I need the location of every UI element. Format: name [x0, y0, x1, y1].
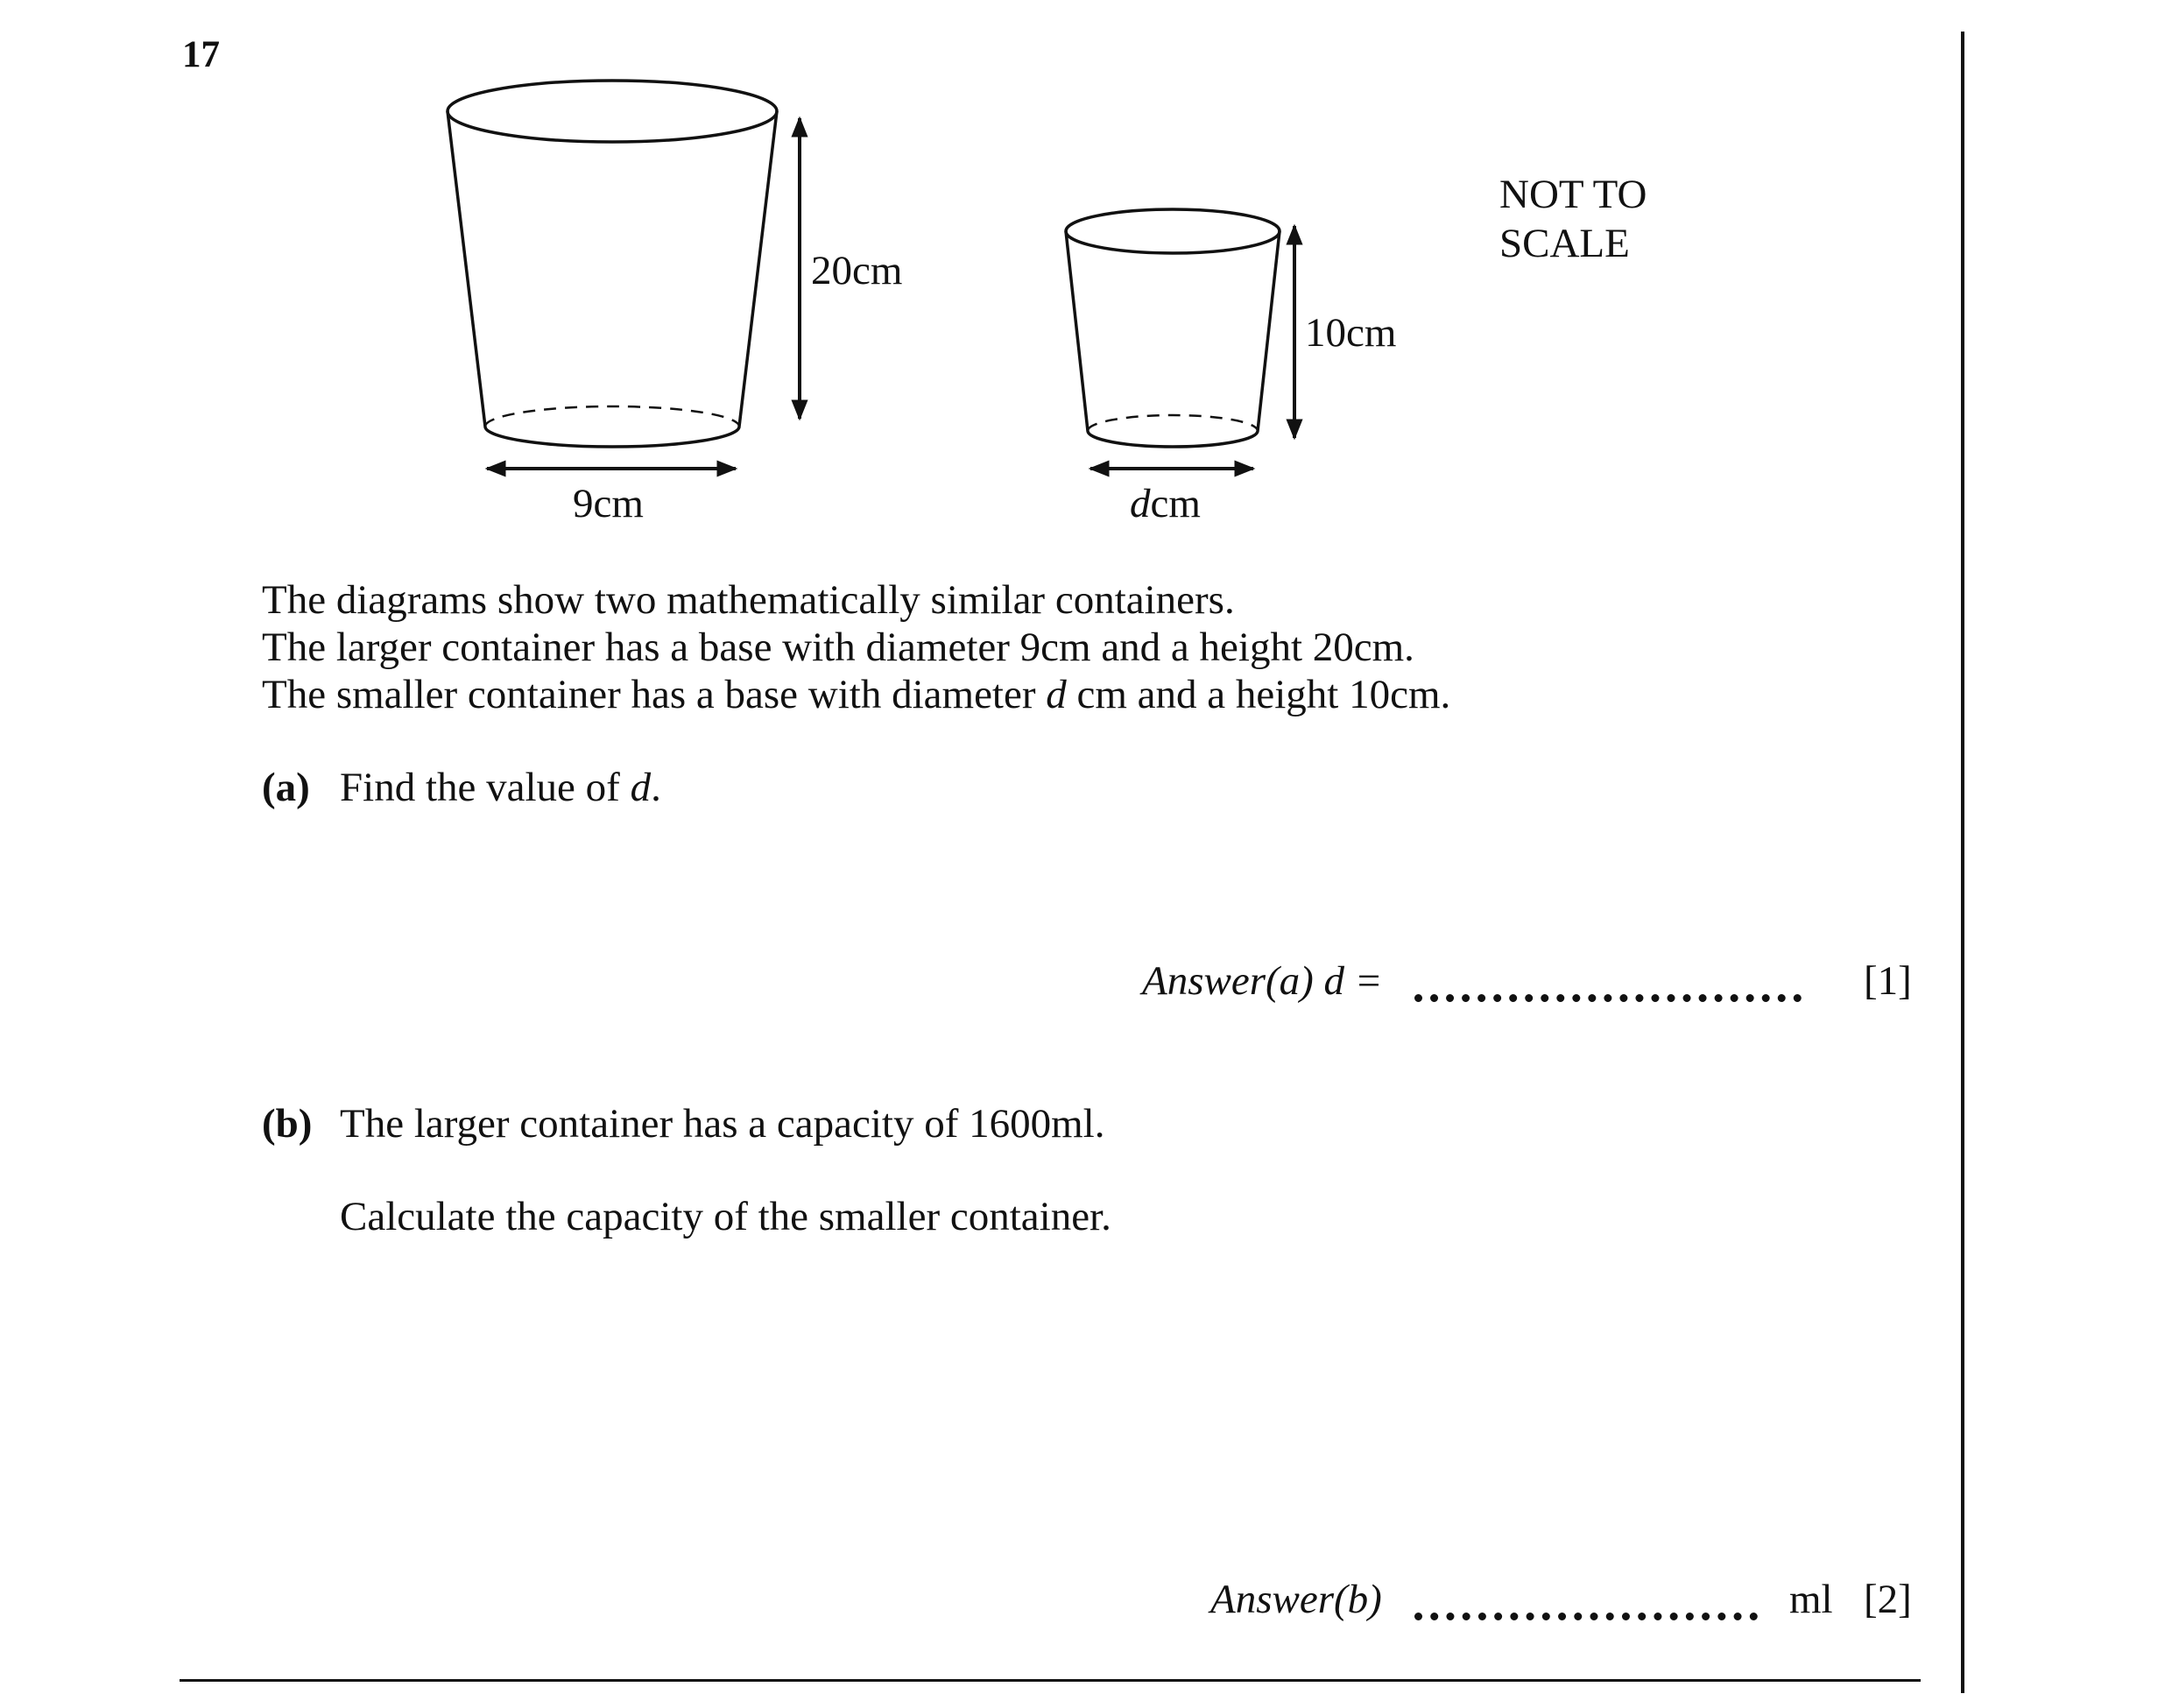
small-container — [1066, 209, 1280, 447]
small-height-label: 10cm — [1305, 310, 1397, 356]
answer-b-unit: ml — [1789, 1577, 1833, 1622]
intro-line-3-start: The smaller container has a base with diameter — [262, 672, 1047, 717]
not-to-scale-line1: NOT TO — [1499, 172, 1647, 217]
intro-line-1: The diagrams show two mathematically similar containers. — [262, 577, 1235, 623]
answer-a-label: Answer(a) d = — [1142, 958, 1383, 1004]
answer-b-field[interactable] — [1414, 1613, 1758, 1620]
not-to-scale-note — [1499, 170, 1647, 268]
question-number: 17 — [182, 34, 220, 75]
part-a-question-end: . — [651, 765, 661, 810]
part-a-question — [340, 764, 661, 811]
intro-line-3 — [262, 671, 1450, 718]
intro-line-3-variable: d — [1046, 672, 1067, 717]
intro-line-2: The larger container has a base with diameter 9cm and a height 20cm. — [262, 625, 1414, 670]
page-margin-line — [1961, 32, 1964, 1693]
part-b-marks: [2] — [1864, 1577, 1912, 1622]
not-to-scale-line2: SCALE — [1499, 221, 1630, 266]
part-a-question-variable: d — [630, 765, 652, 810]
small-diameter-unit: cm — [1150, 481, 1201, 526]
answer-b-label: Answer(b) — [1210, 1577, 1382, 1622]
intro-line-3-end: cm and a height 10cm. — [1066, 672, 1451, 717]
small-diameter-label — [1130, 480, 1201, 527]
part-a-question-start: Find the value of — [340, 765, 631, 810]
question-bottom-rule — [180, 1679, 1921, 1682]
answer-a-field[interactable] — [1414, 994, 1802, 1002]
large-container — [448, 81, 777, 447]
small-diameter-variable: d — [1130, 481, 1151, 526]
part-b-line-1: The larger container has a capacity of 1600ml. — [340, 1101, 1105, 1147]
large-diameter-label: 9cm — [573, 481, 644, 526]
large-height-label: 20cm — [811, 248, 903, 293]
part-a-marks: [1] — [1864, 958, 1912, 1004]
part-b-label: (b) — [262, 1101, 313, 1147]
part-b-line-2: Calculate the capacity of the smaller container. — [340, 1194, 1111, 1239]
part-a-label: (a) — [262, 765, 310, 810]
